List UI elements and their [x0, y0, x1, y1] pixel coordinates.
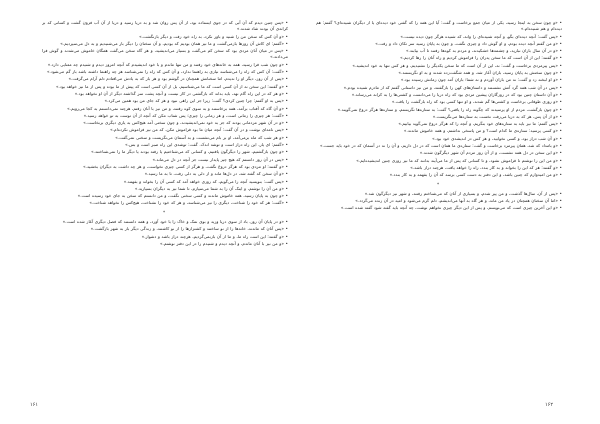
paragraph: • «و آن سخن که گفته شد، در دل‌ها ماند و از دلی به دلی رفت، تا به ما رسید.» [144, 171, 288, 177]
paragraph: • «و من آن را نوشتم، و اینک آن را به شما می‌سپارم، تا شما نیز به دیگران بسپارید.» [134, 185, 288, 191]
paragraph: • «پس در میان آنان مردی بود که سخن کم می‌گفت و بسیار می‌اندیشید، و هر گاه سخن می‌گفت همگان خاموش می‌شدند و گوش فرا می‌دادند.» [42, 48, 288, 60]
paragraph: • «پس گفتم: ما نیز باید به ستاره‌های خود بنگریم، و آنچه را که هرگز دروغ نمی‌گوید بیابیم.» [398, 121, 562, 127]
paragraph: • «پس گفت: آنچه دیده‌ای بگو، و آنچه شنیده‌ای را وانه، که شنیده هرگز چون دیده نیست.» [400, 33, 562, 39]
paragraph: • «و من نیز با آنان ماندم، و آنچه دیدم و شنیدم را در این دفتر نوشتم.» [159, 240, 288, 246]
paragraph: • «پس به او گفتم: چرا چنین کردی؟ گفت: زیرا جز این راهی نبود و هر که جای من بود همین می‌کرد.» [104, 98, 288, 104]
paragraph: • «و او لبخند زد و گفت: نه من باران آوردم و نه شما؛ باران آمد چون زمانش رسیده بود.» [400, 77, 562, 83]
paragraph: • «و چون بازگشت، مردم از او پرسیدند که چگونه راه را یافتی؟ گفت: به ستاره‌ها نگریستم، و ستاره‌ها هرگز دروغ نمی‌گویند.» [337, 106, 562, 112]
left-page-text [42, 20, 288, 390]
paragraph: • «و چون سخنش به پایان رسید، باران آغاز شد، و همه شگفت‌زده شدند و به او نگریستند.» [398, 70, 562, 76]
paragraph: • «و گفتند: هر که این را بخواند و به کار بندد، راه را خواهد یافت، هرچند دراز باشد.» [410, 164, 562, 170]
paragraph: • «پس آنان که ماندند، خانه‌ها را از نو ساختند و کشتزارها را از نو کاشتند، و زندگی دیگر بار به شهر بازگشت.» [90, 226, 288, 232]
paragraph: • «و چون سخن به اینجا رسید، یکی از میان جمع برخاست و گفت: آیا این همه را که گفتی خود دیده‌ای یا از دیگران شنیده‌ای؟ گفتم: هم دیده‌ام و هم شنیده‌ام.» [316, 20, 562, 32]
paragraph: • «و آن داستان چنین بود که در روزگاران پیشین مردی بود که راه دریا را می‌دانست و کشتی‌ها را به کرانه می‌رساند.» [351, 91, 562, 97]
section-separator: * [436, 181, 442, 187]
left-page-number: ۱۶۱ [30, 402, 39, 408]
paragraph: • «و گفتند: این سخن نه از آن کسی است که ما می‌شناسیم، بل از آن کسی است که پیش از ما بوده و پس از ما نیز خواهد بود.» [55, 83, 288, 89]
right-page-number: ۱۶۲ [545, 402, 554, 408]
paragraph: • «و گفتند: این از آن است که ما سخن پدران را فراموش کردیم و راه آنان را رها کردیم.» [400, 55, 562, 61]
paragraph: • «گفتم: ای یار، این راه دراز است و توشه اندک. گفت: توشه‌ی این راه صبر است و بس.» [125, 142, 288, 148]
paragraph: • «و چون شب فرا رسید، همه به خانه‌های خود رفتند و من تنها ماندم و با خود اندیشیدم که آنچه امروز دیدم و شنیدم چه معنایی دارد.» [47, 61, 288, 67]
paragraph: • «و آن شب دراز بود، و کسی نخوابید، و هر کس در اندیشه‌ی خود بود.» [432, 135, 562, 141]
paragraph: • «پس نامه‌ای نوشت و در آن گفت: آنچه میان ما بود فراموش مکن، که من نیز فراموش نکرده‌ام.» [110, 127, 288, 133]
paragraph: • «پس گفت: بنویسید آنچه را می‌گویم، که روزی خواهد آمد که کسی آن را بخواند و بفهمد.» [123, 178, 288, 184]
paragraph: • «و هر شب که ماه برمی‌آمد، او بر بام می‌نشست و به آسمان می‌نگریست و سخنی نمی‌گفت.» [115, 134, 288, 140]
paragraph: • «پس از آن، سال‌ها گذشت، و من پیر شدم، و بسیاری از آنان که می‌شناختم رفتند، و شهر نیز دیگرگون شد.» [364, 190, 562, 196]
paragraph: • «و چون به پایان رسید، همه خاموش ماندند و کسی سخنی نگفت، و من دانستم که سخن به جای خود رسیده است.» [77, 193, 288, 199]
paragraph: • «و گفتند: او مردی بود که هرگز دروغ نگفت، و هرگز از کسی چیزی نخواست، و هر چه داشت به دیگران بخشید.» [83, 163, 288, 169]
paragraph: • «و بامداد که شد، همان پیرمرد برخاست و گفت: ستاره‌ی ما همان است که در دل داریم، و آن را نه در آسمان که در خود باید جست.» [320, 143, 562, 149]
paragraph: • «و من امیدوارم که چنین باشد، و این دفتر به دست کسی برسد که آن را بفهمد و به کار بندد.» [389, 172, 562, 178]
paragraph: • «و گفتند: این است راه ما، و ما از آن بازنمی‌گردیم، هرچند دراز باشد و دشوار.» [141, 233, 288, 239]
paragraph: • «و در پایان آن روز، باد از سوی دریا وزید و بوی نمک و خاک را با خود آورد، و همه دانستند که فصل دیگری آغاز شده است.» [62, 219, 288, 225]
paragraph: • «گفت: هر که خود را شناخت، دیگری را نیز می‌شناسد، و هر که خود را نشناخت، هیچ‌کس را نخواهد شناخت.» [89, 200, 288, 206]
section-separator: * [162, 209, 168, 215]
right-page-text [316, 20, 562, 390]
paragraph: • «پس در آن روز دانستم که هیچ چیز پایدار نیست جز آنچه در دل می‌ماند.» [152, 156, 288, 162]
paragraph: • «و من این را نوشتم تا فراموش نشود، و تا کسانی که پس از ما می‌آیند بدانند که ما نیز روزی چنین اندیشیده‌ایم.» [356, 157, 562, 163]
paragraph: • «و هر که در این راه گام نهد، باید بداند که بازگشتی در کار نیست و آنچه پشت سر گذاشته دیگر از آن او نخواهد بود.» [74, 90, 288, 96]
paragraph: • «و کسی پرسید: ستاره‌ی ما کدام است؟ و من پاسخی نداشتم، و همه خاموش ماندند.» [403, 128, 562, 134]
paragraph: • «پس چنین دیدم که آن آبی که در جوی ایستاده بود، از آن پس روان شد و به دریا رسید و دریا از آن آب فزون گشت و کسانی که بر کرانه‌ی آن بودند شاد شدند.» [42, 20, 288, 32]
paragraph: • «پس از آن روز، دیگر او را ندیدم، اما سخنانش همچنان در گوشم بود و هر بار که به یادش می‌افتادم دلم آرام می‌گرفت.» [68, 76, 288, 82]
paragraph: • «گفت: آن کس که راه را می‌شناسد نیازی به راهنما ندارد، و آن کس که راه را نمی‌شناسد هر چه راهنما داشته باشد باز گم می‌شود.» [46, 69, 288, 75]
paragraph: • «گفتم: ای کاش آن روزها بازمی‌گشت و ما نیز همان بودیم که بودیم، و آن سخنان را دیگر بار می‌شنیدیم و به دل می‌سپردیم.» [60, 40, 288, 46]
paragraph: • «و از آن پس، هر که به دریا می‌رفت نخست به ستاره‌ها می‌نگریست.» [432, 113, 562, 119]
paragraph: • «گفت: هر چیزی را زمانی است، و هر زمانی را چیزی؛ پس شتاب مکن که آنچه از آن توست به تو خواهد رسید.» [83, 112, 288, 118]
paragraph: • «و من گفتم آنچه دیده بودم، و او گوش داد و چیزی نگفت، و چون به پایان رسید سر تکان داد و رفت.» [375, 40, 562, 46]
paragraph: • «و این سخن در دل همه نشست، و از آن روز مردم آن شهر دیگرگون شدند.» [419, 150, 562, 156]
paragraph: • «و این آخرین چیزی است که می‌نویسم، و پس از این دیگر چیزی نخواهم نوشت، چه آنچه باید گفته شود گفته شده است.» [340, 205, 562, 211]
paragraph: • «اما آن سخنان همچنان در یاد من ماند، و هر گاه به آنها می‌اندیشم، دلم گرم می‌شود و امید در آن زنده می‌گردد.» [355, 198, 562, 204]
paragraph: • «و در آن شهر مردمانی بودند که جز به خود نمی‌اندیشیدند، و چون سختی آمد هیچ‌کس به یاری دیگری برنخاست.» [83, 120, 288, 126]
paragraph: • «پس پیرمردی برخاست و گفت: نه، این از آن است که ما سخن یکدیگر را نشنیدیم، و هر کس تنها به خود اندیشید.» [352, 62, 562, 68]
paragraph: • «و آن کس که سخن من را شنید و باور نکرد، به راه خود رفت و دیگر بازنگشت.» [139, 33, 288, 39]
paragraph: • «پس در آن شب همه گرد آتش نشستند و داستان‌های کهن را بازگفتند، و من نیز داستانی گفتم که از مادرم شنیده بودم.» [343, 84, 562, 90]
paragraph: • «و روزی طوفانی برخاست و کشتی‌ها گم شدند، و او تنها کسی بود که راه بازگشت را یافت.» [391, 99, 562, 105]
paragraph: • «و در آن سال باران نبارید، و چشمه‌ها خشکیدند، و مردم به کوه‌ها رفتند تا آب بیابند.» [406, 48, 562, 54]
paragraph: • «و آن گاه که آفتاب برآمد، همه برخاستند و به سوی کوه رفتند، و من نیز با آنان رفتم، هرچند نمی‌دانستم به کجا می‌رویم.» [67, 105, 288, 111]
paragraph: • «و چون بازگشتیم، شهر را دیگرگون یافتیم، و کسانی که می‌شناختیم یا رفته بودند یا دیگر ما را نمی‌شناختند.» [91, 149, 288, 155]
